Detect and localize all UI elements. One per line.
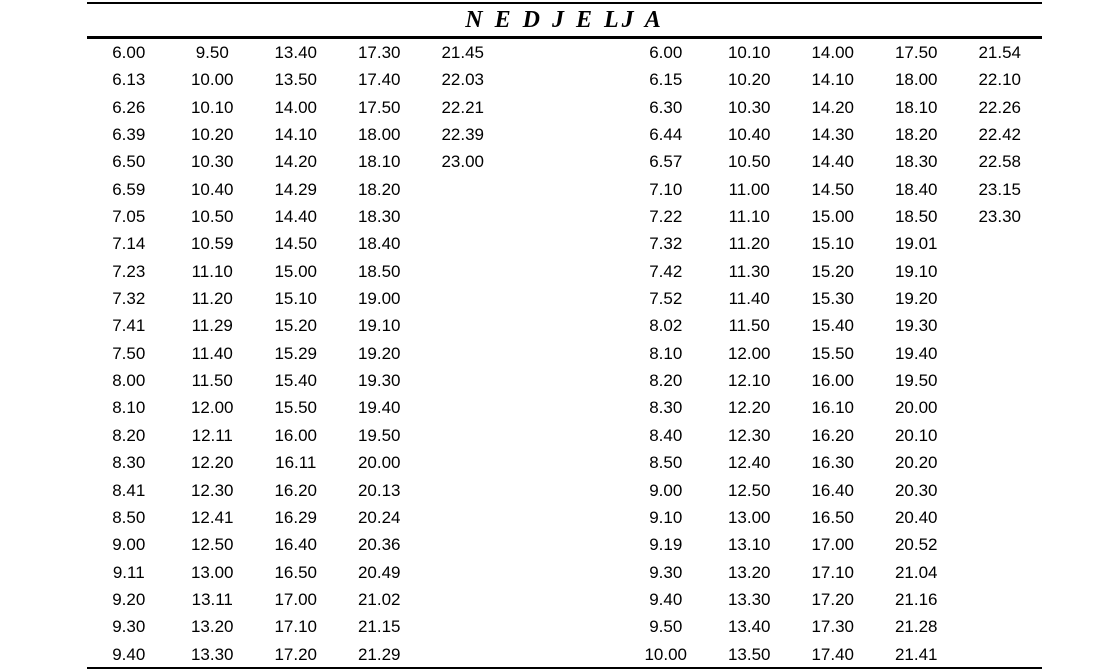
page-title: N E D J E LJ A	[465, 7, 664, 33]
timetable	[87, 0, 1042, 671]
departure-time: 22.21	[441, 97, 485, 117]
departure-time: 12.50	[190, 535, 234, 555]
departure-time: 12.00	[727, 343, 771, 363]
departure-time: 11.40	[728, 289, 770, 309]
departure-time: 13.30	[190, 644, 234, 664]
departure-time: 8.30	[112, 453, 146, 473]
right-column-4	[875, 39, 959, 668]
departure-time: 7.22	[649, 207, 683, 227]
departure-time: 9.00	[112, 535, 146, 555]
departure-time: 7.32	[112, 289, 146, 309]
departure-time: 22.10	[978, 70, 1022, 90]
departure-time: 12.11	[191, 425, 233, 445]
departure-time: 15.40	[811, 316, 855, 336]
departure-time: 11.10	[728, 207, 770, 227]
departure-time: 17.50	[894, 43, 938, 62]
departure-time: 10.10	[190, 97, 234, 117]
departure-time: 17.30	[811, 617, 855, 637]
departure-time: 22.39	[441, 125, 485, 145]
departure-time: 12.30	[190, 480, 234, 500]
departure-time: 23.15	[978, 179, 1022, 199]
departure-time: 10.00	[644, 644, 688, 664]
departure-time: 11.00	[728, 179, 770, 199]
bottom-rule	[87, 667, 1042, 669]
departure-time: 16.00	[811, 371, 855, 391]
departure-time: 8.20	[112, 425, 146, 445]
departure-time: 10.30	[727, 97, 771, 117]
departure-time: 12.40	[727, 453, 771, 473]
departure-time: 10.10	[727, 43, 771, 62]
departure-time: 15.00	[811, 207, 855, 227]
departure-time: 14.50	[811, 179, 855, 199]
departure-time: 21.29	[357, 644, 401, 664]
departure-time: 14.50	[274, 234, 318, 254]
departure-time: 16.20	[274, 480, 318, 500]
departure-time: 19.10	[357, 316, 401, 336]
departure-time: 15.50	[274, 398, 318, 418]
departure-time: 19.30	[894, 316, 938, 336]
departure-time: 17.00	[274, 589, 318, 609]
departure-time: 19.00	[357, 289, 401, 309]
departure-time: 16.50	[274, 562, 318, 582]
departure-time: 22.42	[978, 125, 1022, 145]
departure-time: 8.50	[112, 507, 146, 527]
departure-time: 6.00	[112, 43, 146, 62]
departure-time: 17.20	[274, 644, 318, 664]
departure-time: 17.10	[274, 617, 318, 637]
departure-time: 10.40	[190, 179, 234, 199]
departure-time: 10.59	[190, 234, 234, 254]
departure-time: 8.50	[649, 453, 683, 473]
departure-time: 19.40	[894, 343, 938, 363]
departure-time: 6.26	[112, 97, 146, 117]
departure-time: 8.10	[649, 343, 683, 363]
departure-time: 18.20	[357, 179, 401, 199]
departure-time: 11.29	[191, 316, 233, 336]
departure-time: 15.10	[811, 234, 855, 254]
departure-time: 9.40	[112, 644, 146, 664]
departure-time: 21.45	[441, 43, 485, 62]
departure-time: 9.00	[649, 480, 683, 500]
departure-time: 15.30	[811, 289, 855, 309]
departure-time: 18.50	[357, 261, 401, 281]
right-column-3	[791, 39, 875, 668]
departure-time: 13.00	[190, 562, 234, 582]
departure-time: 11.30	[728, 261, 770, 281]
departure-time: 15.29	[274, 343, 318, 363]
departure-time: 6.15	[649, 70, 683, 90]
departure-time: 17.10	[811, 562, 855, 582]
departure-time: 16.20	[811, 425, 855, 445]
departure-time: 12.20	[727, 398, 771, 418]
departure-time: 15.40	[274, 371, 318, 391]
departure-time: 19.30	[357, 371, 401, 391]
departure-time: 21.15	[357, 617, 401, 637]
departure-time: 14.10	[274, 125, 318, 145]
departure-time: 20.30	[894, 480, 938, 500]
departure-time: 15.10	[274, 289, 318, 309]
departure-time: 10.20	[190, 125, 234, 145]
departure-time: 20.24	[357, 507, 401, 527]
departure-time: 18.10	[894, 97, 938, 117]
departure-time: 21.16	[894, 589, 938, 609]
departure-time: 17.50	[357, 97, 401, 117]
right-column-2	[708, 39, 792, 668]
departure-time: 11.50	[728, 316, 770, 336]
departure-time: 10.30	[190, 152, 234, 172]
departure-time: 23.00	[441, 152, 485, 172]
departure-time: 13.11	[191, 589, 233, 609]
left-column-1	[87, 39, 171, 668]
departure-time: 12.10	[727, 371, 771, 391]
departure-time: 22.58	[978, 152, 1022, 172]
departure-time: 19.40	[357, 398, 401, 418]
departure-time: 9.11	[112, 562, 145, 582]
departure-time: 18.30	[894, 152, 938, 172]
departure-time: 6.44	[649, 125, 683, 145]
departure-time: 6.13	[112, 70, 146, 90]
departure-time: 11.20	[728, 234, 770, 254]
departure-time: 9.30	[649, 562, 683, 582]
departure-time: 11.10	[191, 261, 233, 281]
left-column-3	[254, 39, 338, 668]
departure-time: 9.40	[649, 589, 683, 609]
departure-time: 9.50	[649, 617, 683, 637]
departure-time: 10.50	[190, 207, 234, 227]
departure-time: 16.11	[275, 453, 317, 473]
departure-time: 21.28	[894, 617, 938, 637]
departure-time: 12.30	[727, 425, 771, 445]
departure-time: 15.50	[811, 343, 855, 363]
departure-time: 9.50	[195, 43, 229, 62]
departure-time: 18.30	[357, 207, 401, 227]
departure-time: 20.00	[894, 398, 938, 418]
left-timetable-block	[87, 39, 505, 668]
departure-time: 20.13	[357, 480, 401, 500]
departure-time: 10.40	[727, 125, 771, 145]
departure-time: 7.41	[112, 316, 146, 336]
departure-time: 13.20	[727, 562, 771, 582]
departure-time: 7.23	[112, 261, 146, 281]
departure-time: 11.20	[191, 289, 233, 309]
departure-time: 21.04	[894, 562, 938, 582]
departure-time: 17.40	[811, 644, 855, 664]
departure-time: 8.10	[112, 398, 146, 418]
departure-time: 21.54	[978, 43, 1022, 62]
departure-time: 11.40	[191, 343, 233, 363]
right-column-1	[624, 39, 708, 668]
departure-time: 20.40	[894, 507, 938, 527]
left-column-4	[338, 39, 422, 668]
departure-time: 16.30	[811, 453, 855, 473]
departure-time: 6.39	[112, 125, 146, 145]
departure-time: 19.01	[894, 234, 938, 254]
departure-time: 16.40	[274, 535, 318, 555]
departure-time: 9.10	[649, 507, 683, 527]
departure-time: 12.41	[190, 507, 234, 527]
departure-time: 20.20	[894, 453, 938, 473]
departure-time: 20.00	[357, 453, 401, 473]
departure-time: 14.40	[811, 152, 855, 172]
departure-time: 16.50	[811, 507, 855, 527]
departure-time: 13.00	[727, 507, 771, 527]
departure-time: 18.00	[357, 125, 401, 145]
departure-time: 23.30	[978, 207, 1022, 227]
departure-time: 19.50	[894, 371, 938, 391]
departure-time: 18.10	[357, 152, 401, 172]
departure-time: 8.41	[112, 480, 146, 500]
departure-time: 17.40	[357, 70, 401, 90]
departure-time: 16.10	[811, 398, 855, 418]
departure-time: 20.52	[894, 535, 938, 555]
departure-time: 6.59	[112, 179, 146, 199]
departure-time: 17.30	[357, 43, 401, 62]
departure-time: 18.40	[357, 234, 401, 254]
departure-time: 14.40	[274, 207, 318, 227]
left-column-5	[421, 39, 505, 668]
departure-time: 18.50	[894, 207, 938, 227]
departure-time: 15.20	[274, 316, 318, 336]
departure-time: 13.10	[727, 535, 771, 555]
departure-time: 16.00	[274, 425, 318, 445]
departure-time: 7.32	[649, 234, 683, 254]
departure-time: 7.10	[649, 179, 683, 199]
departure-time: 21.41	[894, 644, 938, 664]
departure-time: 14.29	[274, 179, 318, 199]
departure-time: 12.00	[190, 398, 234, 418]
departure-time: 22.03	[441, 70, 485, 90]
departure-time: 7.42	[649, 261, 683, 281]
departure-time: 6.50	[112, 152, 146, 172]
departure-time: 7.50	[112, 343, 146, 363]
departure-time: 8.40	[649, 425, 683, 445]
departure-time: 16.29	[274, 507, 318, 527]
departure-time: 14.20	[274, 152, 318, 172]
departure-time: 16.40	[811, 480, 855, 500]
departure-time: 7.52	[649, 289, 683, 309]
departure-time: 13.40	[727, 617, 771, 637]
departure-time: 13.50	[274, 70, 318, 90]
departure-time: 14.20	[811, 97, 855, 117]
right-column-5	[958, 39, 1042, 668]
departure-time: 13.20	[190, 617, 234, 637]
left-column-2	[171, 39, 255, 668]
departure-time: 13.50	[727, 644, 771, 664]
departure-time: 7.05	[112, 207, 146, 227]
departure-time: 8.30	[649, 398, 683, 418]
departure-time: 14.10	[811, 70, 855, 90]
departure-time: 17.00	[811, 535, 855, 555]
departure-time: 21.02	[357, 589, 401, 609]
departure-time: 20.10	[894, 425, 938, 445]
departure-time: 9.30	[112, 617, 146, 637]
departure-time: 19.20	[894, 289, 938, 309]
departure-time: 15.20	[811, 261, 855, 281]
departure-time: 8.02	[649, 316, 683, 336]
departure-time: 18.20	[894, 125, 938, 145]
departure-time: 14.30	[811, 125, 855, 145]
departure-time: 10.00	[190, 70, 234, 90]
departure-time: 18.40	[894, 179, 938, 199]
departure-time: 14.00	[811, 43, 855, 62]
departure-time: 10.20	[727, 70, 771, 90]
departure-time: 10.50	[727, 152, 771, 172]
departure-time: 12.20	[190, 453, 234, 473]
departure-time: 19.50	[357, 425, 401, 445]
departure-time: 12.50	[727, 480, 771, 500]
departure-time: 20.49	[357, 562, 401, 582]
departure-time: 15.00	[274, 261, 318, 281]
departure-time: 20.36	[357, 535, 401, 555]
departure-time: 18.00	[894, 70, 938, 90]
departure-time: 9.19	[649, 535, 683, 555]
departure-time: 13.30	[727, 589, 771, 609]
departure-time: 14.00	[274, 97, 318, 117]
departure-time: 19.10	[894, 261, 938, 281]
departure-time: 8.00	[112, 371, 146, 391]
departure-time: 6.00	[649, 43, 683, 62]
departure-grid	[87, 39, 1042, 667]
departure-time: 6.30	[649, 97, 683, 117]
departure-time: 13.40	[274, 43, 318, 62]
departure-time: 8.20	[649, 371, 683, 391]
departure-time: 9.20	[112, 589, 146, 609]
departure-time: 11.50	[191, 371, 233, 391]
right-timetable-block	[624, 39, 1042, 668]
departure-time: 17.20	[811, 589, 855, 609]
departure-time: 7.14	[112, 234, 146, 254]
departure-time: 6.57	[649, 152, 683, 172]
departure-time: 22.26	[978, 97, 1022, 117]
departure-time: 19.20	[357, 343, 401, 363]
